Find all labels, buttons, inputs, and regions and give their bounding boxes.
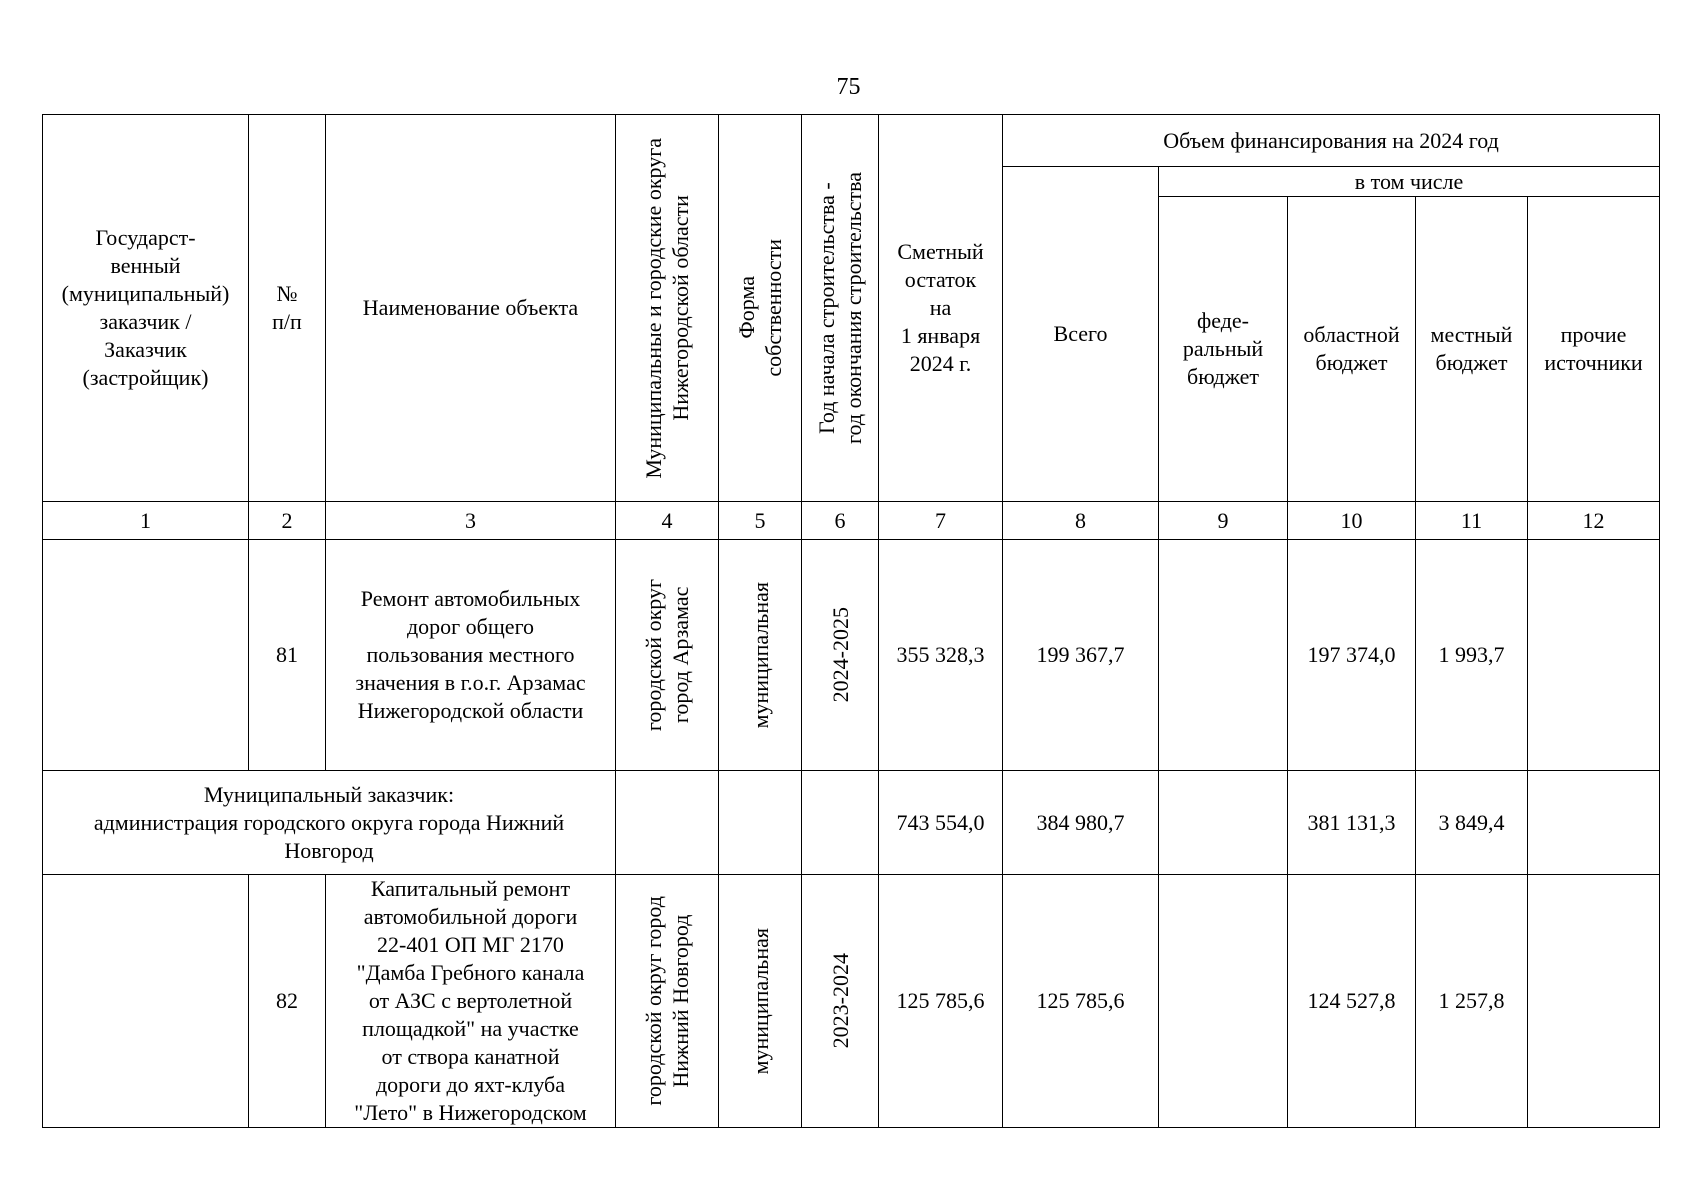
group-ownership (719, 771, 802, 875)
row-years: 2024-2025 (802, 540, 879, 771)
column-number: 9 (1159, 502, 1288, 540)
column-number: 12 (1528, 502, 1660, 540)
row-object-name: Ремонт автомобильных дорог общего пользования местного значения в г.о.г. Арзамас Нижегородской области (326, 540, 616, 771)
column-number: 10 (1288, 502, 1416, 540)
group-estimate: 743 554,0 (879, 771, 1003, 875)
row-other (1528, 875, 1660, 1128)
row-estimate: 125 785,6 (879, 875, 1003, 1128)
column-number: 6 (802, 502, 879, 540)
row-total: 199 367,7 (1003, 540, 1159, 771)
group-other (1528, 771, 1660, 875)
row-total: 125 785,6 (1003, 875, 1159, 1128)
row-years: 2023-2024 (802, 875, 879, 1128)
header-ownership: Форма собственности (719, 115, 802, 502)
column-number: 2 (249, 502, 326, 540)
header-regional: областной бюджет (1288, 197, 1416, 502)
column-number: 3 (326, 502, 616, 540)
row-local: 1 993,7 (1416, 540, 1528, 771)
row-customer (43, 875, 249, 1128)
column-number: 4 (616, 502, 719, 540)
row-estimate: 355 328,3 (879, 540, 1003, 771)
row-local: 1 257,8 (1416, 875, 1528, 1128)
row-ownership: муниципальная (719, 875, 802, 1128)
row-district: городской округ город Арзамас (616, 540, 719, 771)
column-number: 11 (1416, 502, 1528, 540)
column-number: 1 (43, 502, 249, 540)
header-local: местный бюджет (1416, 197, 1528, 502)
row-federal (1159, 540, 1288, 771)
row-other (1528, 540, 1660, 771)
row-number: 81 (249, 540, 326, 771)
table-row (43, 875, 1660, 1128)
header-other: прочие источники (1528, 197, 1660, 502)
header-including: в том числе (1159, 167, 1660, 197)
table-row (43, 540, 1660, 771)
group-row (43, 771, 1660, 875)
header-federal: феде- ральный бюджет (1159, 197, 1288, 502)
financing-table (42, 114, 1660, 1128)
column-number: 8 (1003, 502, 1159, 540)
page-number: 75 (836, 74, 861, 100)
row-federal (1159, 875, 1288, 1128)
row-regional: 197 374,0 (1288, 540, 1416, 771)
column-number-row (43, 502, 1660, 540)
group-district (616, 771, 719, 875)
group-years (802, 771, 879, 875)
header-number: № п/п (249, 115, 326, 502)
header-years: Год начала строительства - год окончания строительства (802, 115, 879, 502)
header-financing-title: Объем финансирования на 2024 год (1003, 115, 1660, 167)
row-number: 82 (249, 875, 326, 1128)
header-object-name: Наименование объекта (326, 115, 616, 502)
group-title: Муниципальный заказчик: администрация городского округа города Нижний Новгород (43, 771, 616, 875)
row-ownership: муниципальная (719, 540, 802, 771)
row-district: городской округ город Нижний Новгород (616, 875, 719, 1128)
row-customer (43, 540, 249, 771)
group-total: 384 980,7 (1003, 771, 1159, 875)
header-estimate: Сметный остаток на 1 января 2024 г. (879, 115, 1003, 502)
header-district: Муниципальные и городские округа Нижегородской области (616, 115, 719, 502)
group-federal (1159, 771, 1288, 875)
column-number: 5 (719, 502, 802, 540)
column-number: 7 (879, 502, 1003, 540)
row-regional: 124 527,8 (1288, 875, 1416, 1128)
row-object-name: Капитальный ремонт автомобильной дороги 22-401 ОП МГ 2170 "Дамба Гребного канала от АЗС с вертолетной площадкой" на участке от створа канатной дороги до яхт-клуба "Лето" в Нижегородском (326, 875, 616, 1128)
group-local: 3 849,4 (1416, 771, 1528, 875)
header-total: Всего (1003, 167, 1159, 502)
header-customer: Государст- венный (муниципальный) заказчик / Заказчик (застройщик) (43, 115, 249, 502)
group-regional: 381 131,3 (1288, 771, 1416, 875)
